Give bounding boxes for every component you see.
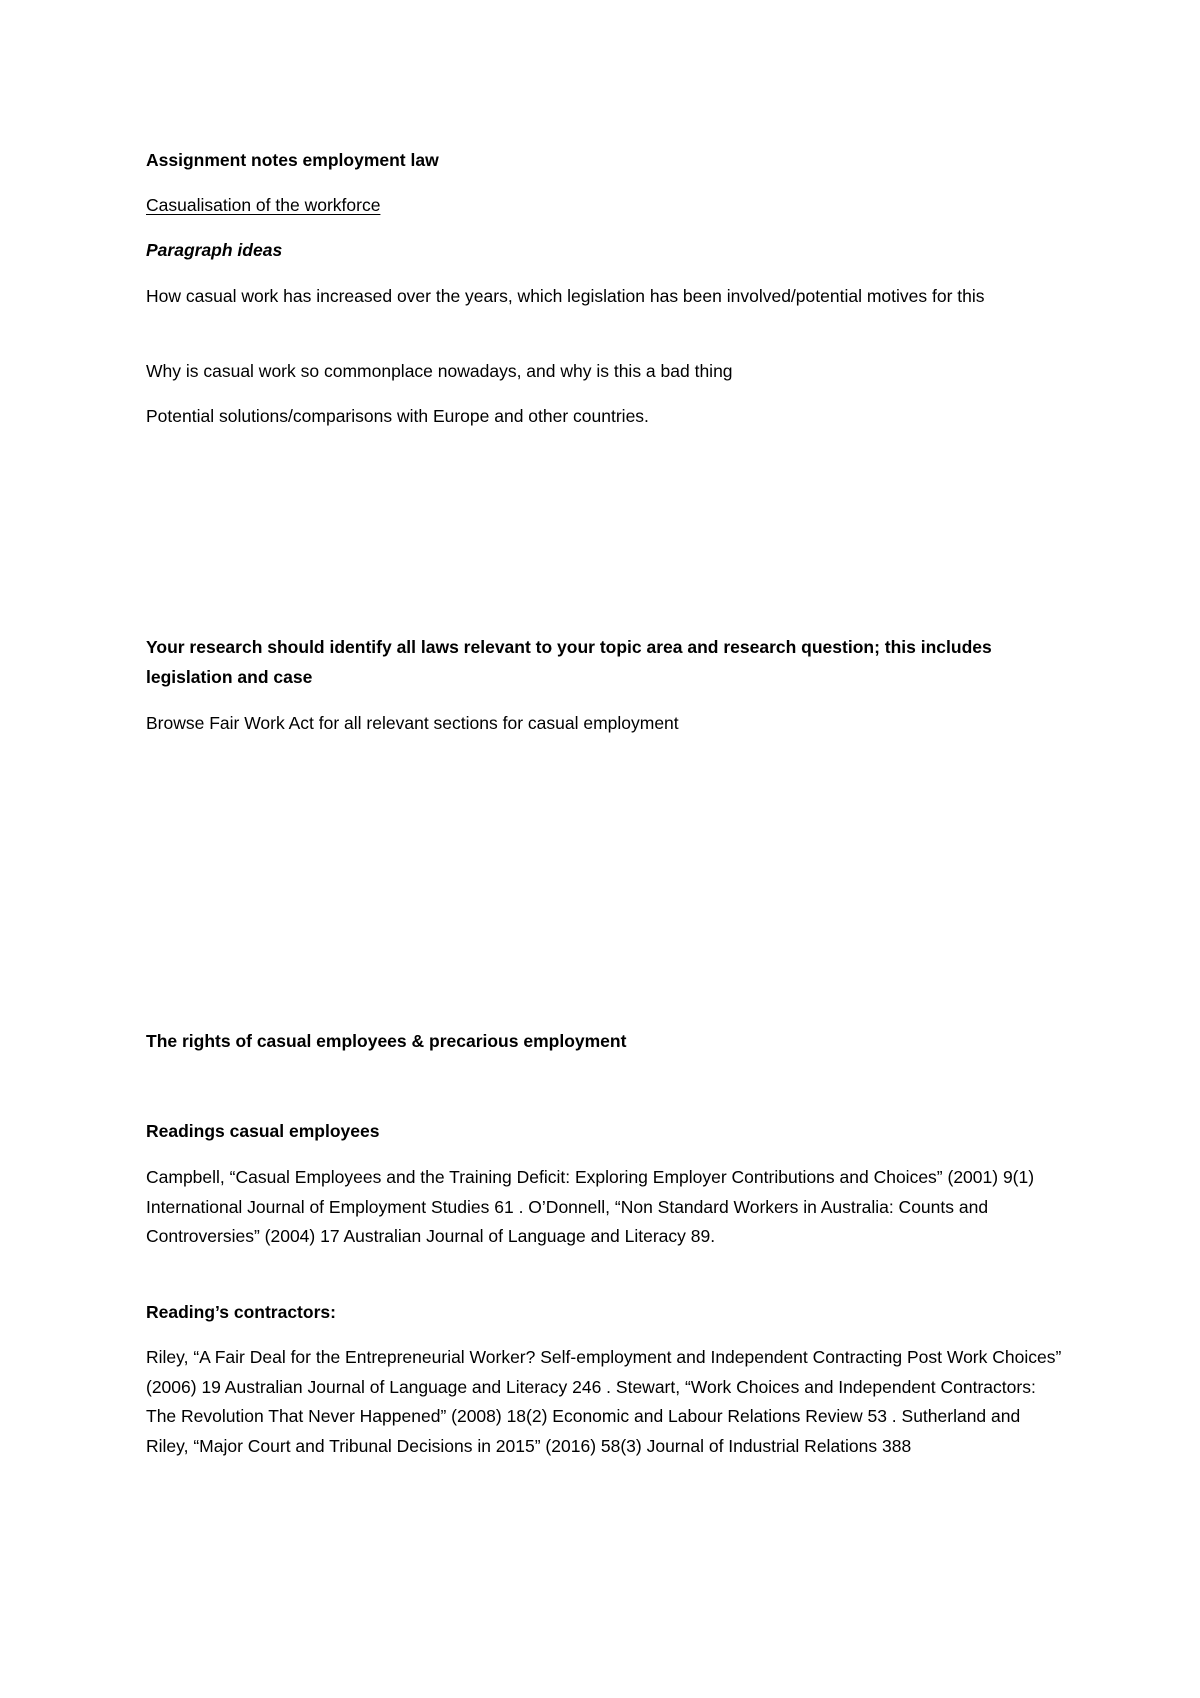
- readings-contractors-heading: Reading’s contractors:: [146, 1302, 336, 1322]
- idea-paragraph-2: Why is casual work so commonplace nowadays, and why is this a bad thing: [146, 361, 733, 381]
- browse-note: Browse Fair Work Act for all relevant sections for casual employment: [146, 713, 679, 733]
- readings-contractors-text: Riley, “A Fair Deal for the Entrepreneurial Worker? Self-employment and Independent Contracting Post Work Choices” (2006) 19 Australian Journal of Language and Literacy 246 . Stewart, “Work Choices and Independent Contractors: The Revolution That Never Happened” (2008) 18(2) Economic and Labour Relations Review 53 . Sutherland and Riley, “Major Court and Tribunal Decisions in 2015” (2016) 58(3) Journal of Industrial Relations 388: [146, 1347, 1062, 1456]
- idea-paragraph-1: How casual work has increased over the years, which legislation has been involved/potential motives for this: [146, 286, 985, 306]
- subheading: Paragraph ideas: [146, 240, 283, 260]
- readings-casual-heading: Readings casual employees: [146, 1121, 380, 1141]
- idea-paragraph-3: Potential solutions/comparisons with Europe and other countries.: [146, 406, 649, 426]
- research-note: Your research should identify all laws relevant to your topic area and research question; this includes legislation and case: [146, 637, 992, 687]
- rights-heading: The rights of casual employees & precarious employment: [146, 1031, 627, 1051]
- readings-casual-text: Campbell, “Casual Employees and the Training Deficit: Exploring Employer Contributions and Choices” (2001) 9(1) International Journal of Employment Studies 61 . O’Donnell, “Non Standard Workers in Australia: Counts and Controversies” (2004) 17 Australian Journal of Language and Literacy 89.: [146, 1167, 1035, 1246]
- section-heading: Casualisation of the workforce: [146, 195, 381, 215]
- document-title: Assignment notes employment law: [146, 150, 439, 170]
